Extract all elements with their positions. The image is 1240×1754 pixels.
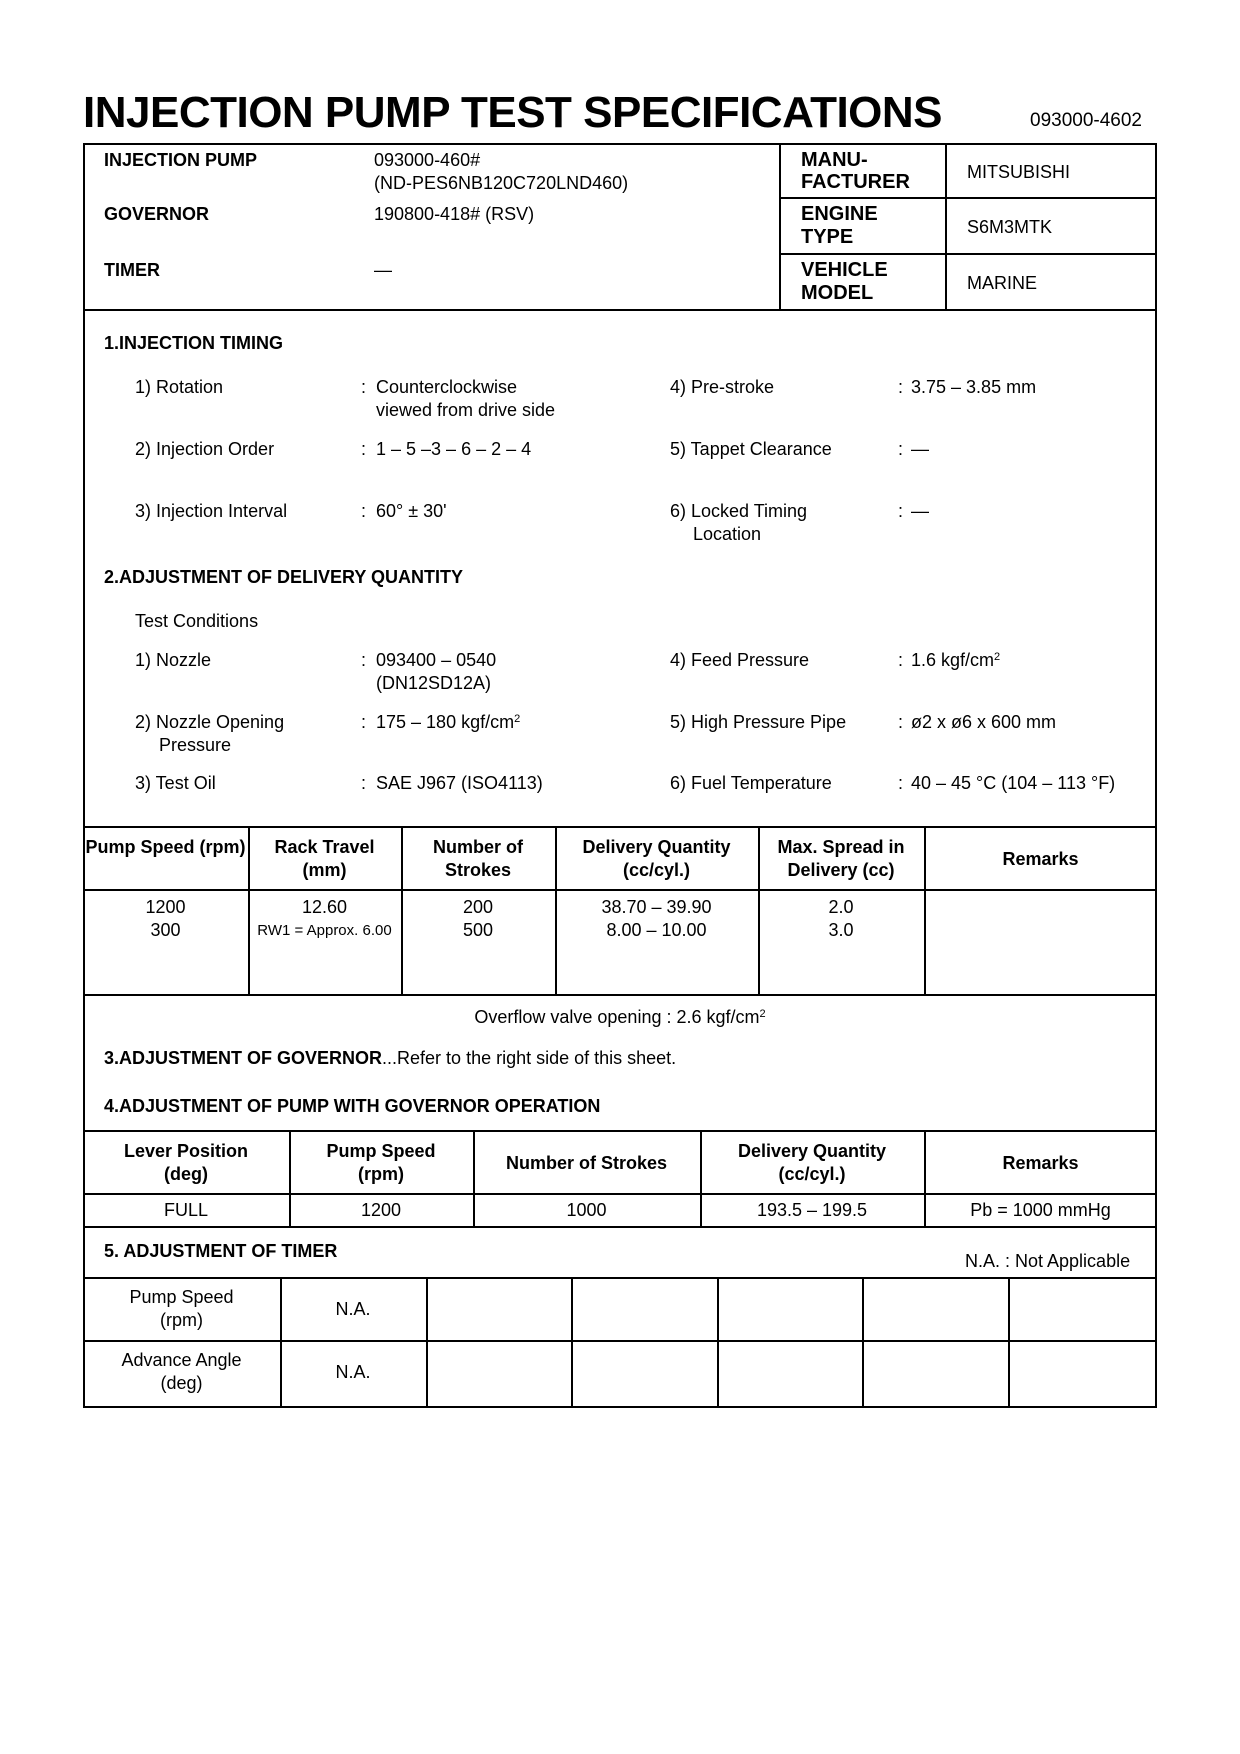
timer-pump-speed-unit: (rpm) <box>160 1310 203 1330</box>
feed-pressure-value: 1.6 kgf/$cm^2$ <box>911 650 1001 670</box>
injection-pump-label: INJECTION PUMP <box>104 150 258 170</box>
colon: : <box>898 377 904 397</box>
col-header-pump-speed: Pump Speed (rpm) <box>85 837 246 857</box>
overflow-note: Overflow valve opening : 2.6 kgf/$cm^2$ <box>474 1007 766 1027</box>
table-cell: 200 <box>462 897 494 917</box>
divider <box>83 1130 1157 1132</box>
injection-order-label: 2) Injection Order <box>135 439 275 459</box>
vehicle-model-label-1: VEHICLE <box>801 259 888 281</box>
colon: : <box>898 439 904 459</box>
locked-timing-label: 6) Locked Timing <box>670 501 808 521</box>
nozzle-opening-value: 175 – 180 kgf/$cm^2$ <box>376 712 521 732</box>
colon: : <box>361 650 367 670</box>
rotation-value: Counterclockwise <box>376 377 518 397</box>
col-header-delivery-quantity: Delivery Quantity <box>582 837 731 857</box>
governor-value: 190800-418# (RSV) <box>374 204 535 224</box>
col-header-pump-speed-unit: (rpm) <box>358 1164 404 1184</box>
table-cell: 1000 <box>566 1200 607 1220</box>
timer-label: TIMER <box>104 260 160 280</box>
divider <box>83 1226 1157 1228</box>
test-oil-value: SAE J967 (ISO4113) <box>376 773 543 793</box>
vehicle-model-value: MARINE <box>967 273 1038 293</box>
timer-pump-speed-label: Pump Speed <box>129 1287 234 1307</box>
table-cell: RW1 = Approx. 6.00 <box>257 922 392 939</box>
locked-timing-label-2: Location <box>693 524 762 544</box>
tappet-clearance-value: — <box>911 439 929 459</box>
col-header-lever-position-unit: (deg) <box>164 1164 208 1184</box>
table-cell: 8.00 – 10.00 <box>606 920 707 940</box>
prestroke-label: 4) Pre-stroke <box>670 377 775 397</box>
col-header-max-spread-2: Delivery (cc) <box>787 860 895 880</box>
nozzle-label: 1) Nozzle <box>135 650 212 670</box>
divider <box>280 1277 282 1408</box>
injection-order-value: 1 – 5 –3 – 6 – 2 – 4 <box>376 439 532 459</box>
col-header-delivery-quantity-unit: (cc/cyl.) <box>622 860 691 880</box>
manufacturer-value: MITSUBISHI <box>967 162 1071 182</box>
divider <box>83 1340 1157 1342</box>
table-cell: Pb = 1000 mmHg <box>970 1200 1111 1220</box>
divider <box>862 1277 864 1408</box>
colon: : <box>361 439 367 459</box>
timer-adjustment-heading: 5. ADJUSTMENT OF TIMER <box>104 1241 338 1261</box>
divider <box>779 197 1157 199</box>
engine-type-value: S6M3MTK <box>967 217 1053 237</box>
col-header-pump-speed: Pump Speed <box>326 1141 436 1161</box>
rotation-label: 1) Rotation <box>135 377 224 397</box>
table-cell: 500 <box>462 920 494 940</box>
page-title: INJECTION PUMP TEST SPECIFICATIONS <box>83 88 943 137</box>
manufacturer-label-1: MANU- <box>801 149 868 171</box>
divider <box>426 1277 428 1408</box>
tappet-clearance-label: 5) Tappet Clearance <box>670 439 832 459</box>
colon: : <box>361 501 367 521</box>
document-number: 093000-4602 <box>1030 110 1142 131</box>
nozzle-opening-label-2: Pressure <box>159 735 232 755</box>
locked-timing-value: — <box>911 501 929 521</box>
rotation-value-2: viewed from drive side <box>376 400 556 420</box>
table-cell: 2.0 <box>828 897 854 917</box>
nozzle-opening-label: 2) Nozzle Opening <box>135 712 285 732</box>
injection-pump-value: 093000-460# <box>374 150 481 170</box>
table-cell: 1200 <box>360 1200 402 1220</box>
colon: : <box>361 712 367 732</box>
divider <box>83 826 1157 828</box>
injection-pump-model: (ND-PES6NB120C720LND460) <box>374 173 629 193</box>
table-cell: 300 <box>150 920 181 940</box>
colon: : <box>898 773 904 793</box>
table-cell: FULL <box>163 1200 208 1220</box>
divider <box>83 889 1157 891</box>
divider <box>83 1277 1157 1279</box>
col-header-strokes: Number of <box>433 837 523 857</box>
prestroke-value: 3.75 – 3.85 mm <box>911 377 1037 397</box>
col-header-remarks: Remarks <box>1002 849 1079 869</box>
col-header-rack-travel: Rack Travel <box>274 837 375 857</box>
timer-pump-speed-value: N.A. <box>335 1299 371 1319</box>
table-cell: 38.70 – 39.90 <box>601 897 712 917</box>
advance-angle-value: N.A. <box>335 1362 371 1382</box>
nozzle-value: 093400 – 0540 <box>376 650 497 670</box>
table-cell: 193.5 – 199.5 <box>756 1200 868 1220</box>
governor-label: GOVERNOR <box>104 204 210 224</box>
col-header-lever-position: Lever Position <box>123 1141 249 1161</box>
col-header-strokes-2: Strokes <box>444 860 512 880</box>
nozzle-model: (DN12SD12A) <box>376 673 492 693</box>
divider <box>945 143 947 310</box>
injection-interval-label: 3) Injection Interval <box>135 501 288 521</box>
divider <box>83 994 1157 996</box>
divider <box>717 1277 719 1408</box>
table-cell: 1200 <box>145 897 186 917</box>
pump-governor-heading: 4.ADJUSTMENT OF PUMP WITH GOVERNOR OPERATION <box>104 1096 601 1116</box>
table-cell: 3.0 <box>828 920 854 940</box>
divider <box>571 1277 573 1408</box>
pipe-label: 5) High Pressure Pipe <box>670 712 847 732</box>
feed-pressure-label: 4) Feed Pressure <box>670 650 810 670</box>
fuel-temperature-label: 6) Fuel Temperature <box>670 773 832 793</box>
colon: : <box>898 650 904 670</box>
pipe-value: ø2 x ø6 x 600 mm <box>911 712 1057 732</box>
col-header-rack-travel-unit: (mm) <box>302 860 347 880</box>
divider <box>83 309 1157 311</box>
col-header-number-of-strokes: Number of Strokes <box>505 1153 668 1173</box>
engine-type-label-1: ENGINE <box>801 203 878 225</box>
advance-angle-label: Advance Angle <box>121 1350 242 1370</box>
colon: : <box>361 773 367 793</box>
fuel-temperature-value: 40 – 45 °C (104 – 113 °F) <box>911 773 1116 793</box>
governor-adjustment: 3.ADJUSTMENT OF GOVERNOR...Refer to the right side of this sheet. <box>104 1048 677 1068</box>
manufacturer-label-2: FACTURER <box>801 171 910 193</box>
injection-interval-value: 60° ± 30' <box>376 501 447 521</box>
divider <box>1008 1277 1010 1408</box>
delivery-heading: 2.ADJUSTMENT OF DELIVERY QUANTITY <box>104 567 464 587</box>
not-applicable-note: N.A. : Not Applicable <box>965 1251 1131 1271</box>
advance-angle-unit: (deg) <box>160 1373 203 1393</box>
test-conditions-label: Test Conditions <box>135 611 259 631</box>
col-header-delivery-quantity: Delivery Quantity <box>737 1141 887 1161</box>
engine-type-label-2: TYPE <box>801 226 854 248</box>
col-header-max-spread: Max. Spread in <box>777 837 905 857</box>
table-cell: 12.60 <box>301 897 348 917</box>
colon: : <box>898 501 904 521</box>
divider <box>779 143 781 310</box>
injection-timing-heading: 1.INJECTION TIMING <box>104 333 284 353</box>
timer-value: — <box>374 260 392 280</box>
test-oil-label: 3) Test Oil <box>135 773 216 793</box>
colon: : <box>898 712 904 732</box>
col-header-remarks: Remarks <box>1002 1153 1079 1173</box>
divider <box>83 1193 1157 1195</box>
divider <box>779 253 1157 255</box>
vehicle-model-label-2: MODEL <box>801 282 874 304</box>
col-header-delivery-quantity-unit: (cc/cyl.) <box>778 1164 846 1184</box>
colon: : <box>361 377 367 397</box>
